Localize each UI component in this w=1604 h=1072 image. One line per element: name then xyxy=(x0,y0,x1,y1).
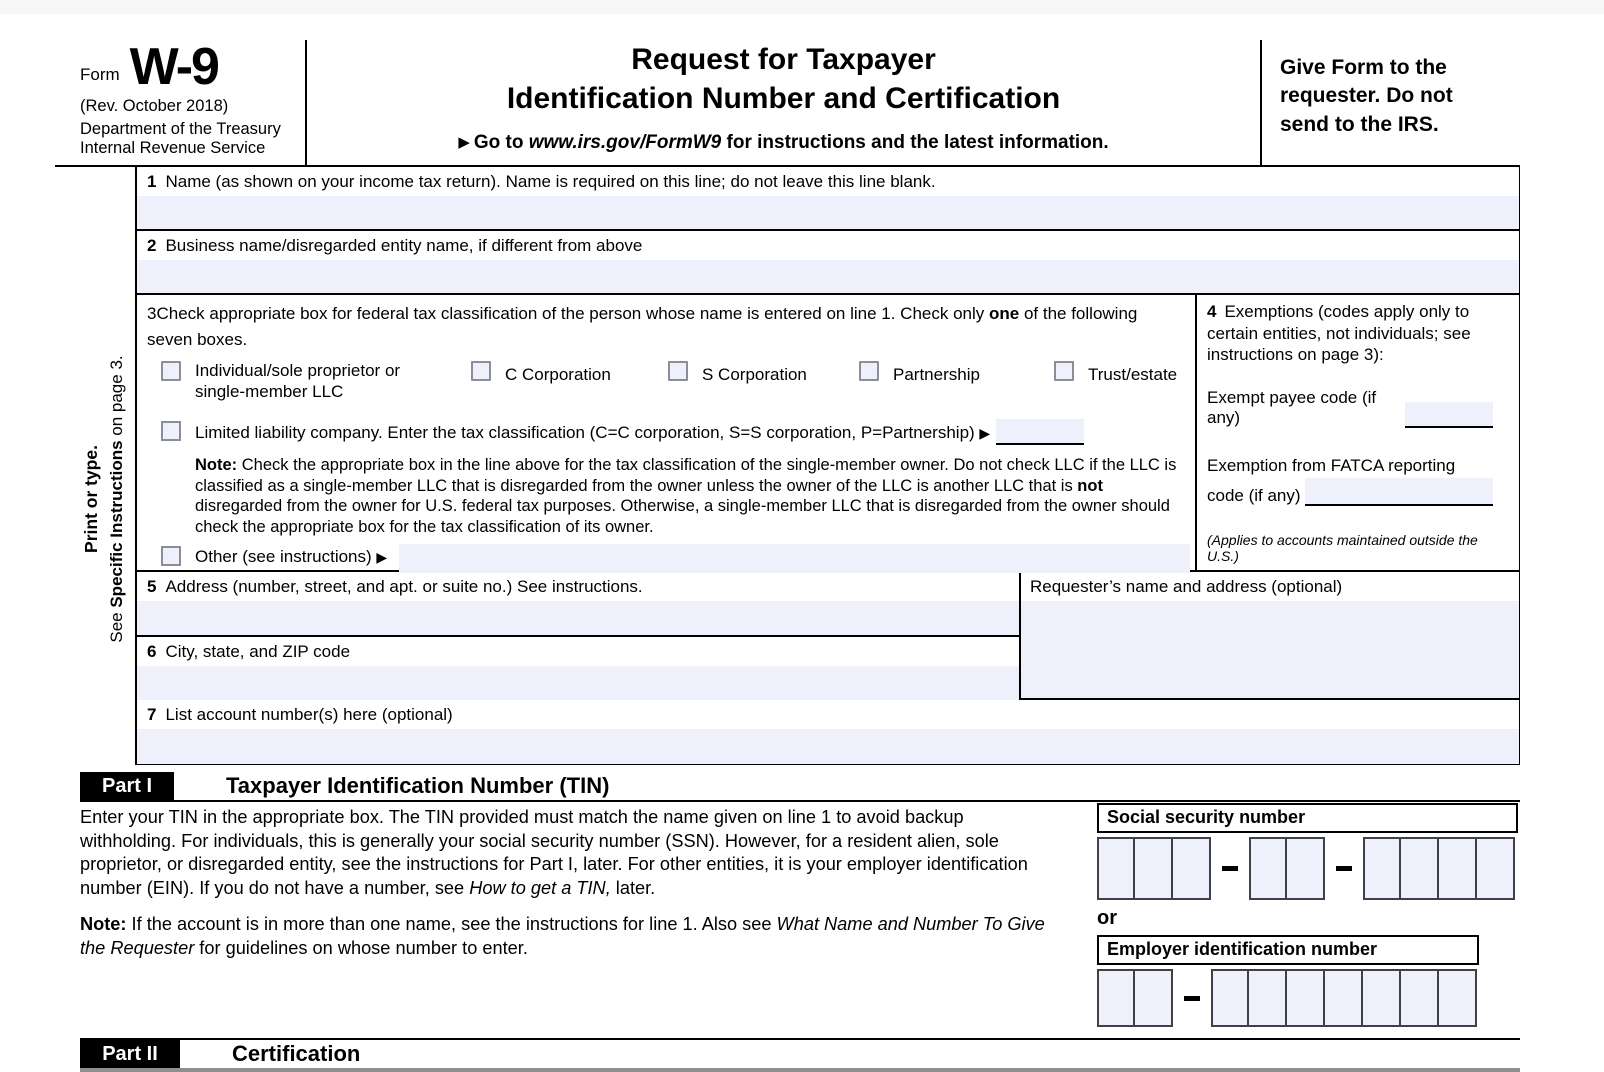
goto-suffix: for instructions and the latest information. xyxy=(721,132,1109,153)
line3-label: 3Check appropriate box for federal tax classification of the person whose name is entered on line 1. Check only one of the following seven boxes. xyxy=(147,304,1138,350)
address-input[interactable] xyxy=(137,601,1019,635)
applies-outside-us-note: (Applies to accounts maintained outside the U.S.) xyxy=(1207,532,1478,564)
label-c-corporation: C Corporation xyxy=(505,365,611,384)
tin-dash-separator xyxy=(1222,866,1238,871)
tin-digit-cell[interactable] xyxy=(1401,837,1439,900)
checkbox-trust-estate[interactable] xyxy=(1054,361,1074,381)
tin-digit-cell[interactable] xyxy=(1325,969,1363,1027)
part2-title: Certification xyxy=(232,1041,361,1066)
requester-name-address-input[interactable] xyxy=(1021,601,1519,698)
form-title-block xyxy=(307,28,1260,165)
give-form-notice: Give Form to the requester. Do not send to the IRS. xyxy=(1280,56,1453,136)
line2-row xyxy=(137,231,1519,295)
checkbox-s-corporation[interactable] xyxy=(668,361,688,381)
top-margin-strip xyxy=(0,0,1604,14)
ein-digit-boxes xyxy=(1097,969,1520,1027)
ssn-digit-boxes xyxy=(1097,837,1520,900)
department-label: Department of the Treasury xyxy=(80,119,281,138)
address-city-cell xyxy=(137,572,1021,698)
exempt-payee-code-input[interactable] xyxy=(1405,402,1493,428)
line4-label: 4 Exemptions (codes apply only to certain entities, not individuals; see instructions on page 3): xyxy=(1207,302,1471,365)
right-arrow-icon: ▶ xyxy=(979,425,991,441)
or-label: or xyxy=(1097,907,1117,929)
form-word: Form xyxy=(80,64,120,84)
tin-digit-cell[interactable] xyxy=(1439,969,1477,1027)
tin-digit-cell[interactable] xyxy=(1439,837,1477,900)
tin-digit-cell[interactable] xyxy=(1401,969,1439,1027)
sidebar-print-or-type: Print or type. xyxy=(81,445,101,553)
account-numbers-input[interactable] xyxy=(137,729,1519,764)
city-state-zip-input[interactable] xyxy=(137,666,1019,700)
line3-classification-cell xyxy=(137,295,1197,570)
goto-prefix: Go to xyxy=(473,132,529,153)
sidebar-see-instructions: See Specific Instructions on page 3. xyxy=(107,355,127,643)
part1-note: Note: If the account is in more than one name, see the instructions for line 1. Also see What Name and Number To Give the Requester for guidelines on whose number to enter. xyxy=(80,914,1045,958)
requester-cell xyxy=(1021,572,1519,698)
tin-digit-cell[interactable] xyxy=(1249,969,1287,1027)
checkbox-individual[interactable] xyxy=(161,361,181,381)
tin-digit-cell[interactable] xyxy=(1211,969,1249,1027)
label-partnership: Partnership xyxy=(893,365,980,384)
line6-label: 6 City, state, and ZIP code xyxy=(147,642,351,661)
exempt-payee-label: Exempt payee code (if any) xyxy=(1207,387,1377,427)
tin-digit-cell[interactable] xyxy=(1135,837,1173,900)
ssn-box-label: Social security number xyxy=(1097,803,1518,833)
fatca-label-line1: Exemption from FATCA reporting xyxy=(1207,455,1456,475)
line7-label: 7 List account number(s) here (optional) xyxy=(147,705,453,724)
print-or-type-sidebar xyxy=(78,295,134,703)
form-fields-box xyxy=(135,167,1520,765)
tin-digit-cell[interactable] xyxy=(1135,969,1173,1027)
tin-digit-cell[interactable] xyxy=(1097,837,1135,900)
right-arrow-icon: ▶ xyxy=(458,134,470,151)
line1-row xyxy=(137,167,1519,231)
irs-url-link[interactable]: www.irs.gov/FormW9 xyxy=(528,132,722,153)
part1-instructions: Enter your TIN in the appropriate box. The TIN provided must match the name given on line 1 to avoid backup withholding. For individuals, this is generally your social security number (SSN). However, for a resident alien, sole proprietor, or disregarded entity, see the instructions for Part I, later. For other entities, it is your employer identification number (EIN). If you do not have a number, see How to get a TIN, later. Note: If the account is in more than one name, see the instructions for line 1. Also see What Name and Number To Give the Requester for guidelines on whose number to enter. xyxy=(80,806,1058,960)
revision-date: (Rev. October 2018) xyxy=(80,96,229,115)
line5-label: 5 Address (number, street, and apt. or suite no.) See instructions. xyxy=(147,577,643,596)
ein-box-label: Employer identification number xyxy=(1097,935,1479,965)
other-label: Other (see instructions) ▶ xyxy=(195,547,388,566)
part1-tag: Part I xyxy=(80,772,174,800)
other-input[interactable] xyxy=(399,544,1190,573)
part1-title: Taxpayer Identification Number (TIN) xyxy=(226,773,610,798)
other-row xyxy=(137,544,1195,573)
tin-digit-cell[interactable] xyxy=(1477,837,1515,900)
tin-digit-cell[interactable] xyxy=(1249,837,1287,900)
tin-digit-cell[interactable] xyxy=(1173,837,1211,900)
llc-note: Note: Check the appropriate box in the line above for the tax classification of the single-member owner. Do not check LLC if the LLC is classified as a single-member LLC that is disregarded from the owner unless the owner of the LLC is another LLC that is not disregarded from the owner for U.S. federal tax purposes. Otherwise, a single-member LLC that is disregarded from the owner should check the appropriate box for the tax classification of its owner. xyxy=(195,456,1177,536)
checkbox-llc[interactable] xyxy=(161,421,181,441)
checkbox-partnership[interactable] xyxy=(859,361,879,381)
part2-tag: Part II xyxy=(80,1040,180,1068)
page-title-line1: Request for Taxpayer xyxy=(631,43,936,76)
right-arrow-icon: ▶ xyxy=(376,549,388,565)
form-header xyxy=(80,28,1520,165)
label-individual: Individual/sole proprietor or single-member LLC xyxy=(195,361,401,402)
service-label: Internal Revenue Service xyxy=(80,139,266,158)
form-id-block xyxy=(80,28,305,165)
form-number: W-9 xyxy=(129,38,218,96)
tin-digit-cell[interactable] xyxy=(1097,969,1135,1027)
llc-row xyxy=(137,419,1195,455)
fatca-label-line2: code (if any) xyxy=(1207,485,1301,505)
checkbox-c-corporation[interactable] xyxy=(471,361,491,381)
tin-digit-cell[interactable] xyxy=(1287,969,1325,1027)
goto-instructions xyxy=(307,132,1260,154)
tin-dash-separator xyxy=(1336,866,1352,871)
part1-header-bar xyxy=(80,772,1520,802)
tin-digit-cell[interactable] xyxy=(1363,969,1401,1027)
requester-label: Requester’s name and address (optional) xyxy=(1030,577,1343,596)
part2-header-bar xyxy=(80,1038,1520,1072)
line4-exemptions-cell xyxy=(1197,295,1519,570)
llc-classification-input[interactable] xyxy=(996,419,1084,445)
llc-label: Limited liability company. Enter the tax classification (C=C corporation, S=S corporation, P=Partnership) ▶ xyxy=(195,423,991,442)
line7-row xyxy=(137,700,1519,765)
tin-entry-area xyxy=(1097,803,1520,1027)
page-title-line2: Identification Number and Certification xyxy=(506,82,1061,115)
line1-label: 1 Name (as shown on your income tax return). Name is required on this line; do not leave this line blank. xyxy=(147,172,936,191)
fatca-code-input[interactable] xyxy=(1305,478,1493,506)
line2-label: 2 Business name/disregarded entity name, if different from above xyxy=(147,236,643,255)
classification-checkbox-row xyxy=(137,353,1195,419)
checkbox-other[interactable] xyxy=(161,546,181,566)
business-name-input[interactable] xyxy=(137,260,1519,293)
name-input[interactable] xyxy=(137,196,1519,229)
label-trust-estate: Trust/estate xyxy=(1088,365,1178,384)
tin-dash-separator xyxy=(1184,996,1200,1001)
label-s-corporation: S Corporation xyxy=(702,365,807,384)
tin-digit-cell[interactable] xyxy=(1363,837,1401,900)
tin-digit-cell[interactable] xyxy=(1287,837,1325,900)
